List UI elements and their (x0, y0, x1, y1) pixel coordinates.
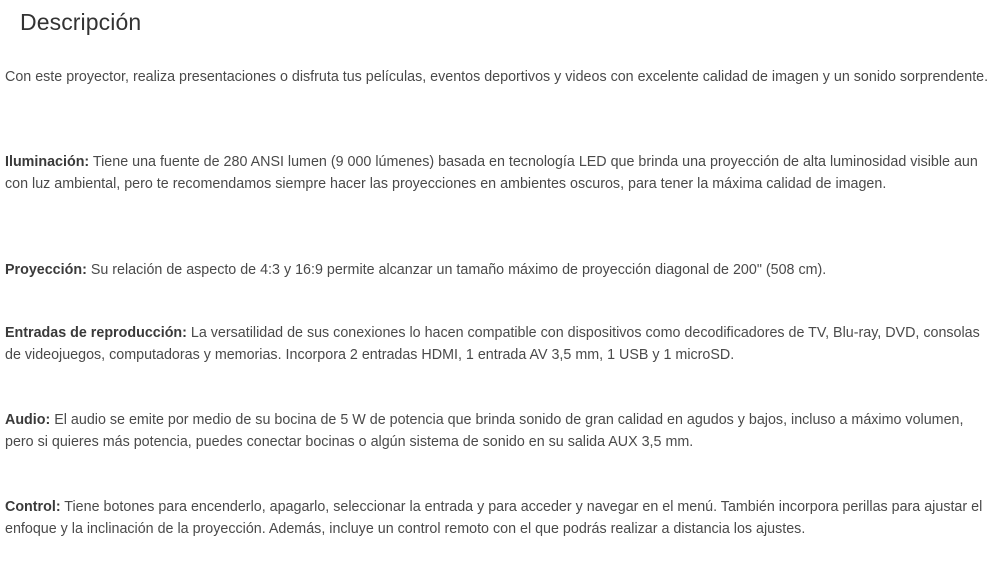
description-title: Descripción (20, 9, 142, 35)
description-intro: Con este proyector, realiza presentaciones o disfruta tus películas, eventos deportivos y videos con excelente calidad de imagen y un sonido sorprendente. (5, 69, 989, 85)
section-iluminacion-label: Iluminación: (5, 154, 90, 170)
section-audio-text: El audio se emite por medio de su bocina de 5 W de potencia que brinda sonido de gran calidad en agudos y bajos, incluso a máximo volumen, pero si quieres más potencia, puedes conectar bocinas o algún sistema de sonido en su salida AUX 3,5 mm. (5, 412, 964, 450)
section-control (5, 497, 990, 540)
section-audio (5, 410, 990, 453)
section-iluminacion (5, 152, 990, 195)
section-entradas (5, 323, 990, 366)
section-entradas-text: La versatilidad de sus conexiones lo hacen compatible con dispositivos como decodificadores de TV, Blu-ray, DVD, consolas de videojuegos, computadoras y memorias. Incorpora 2 entradas HDMI, 1 entrada AV 3,5 mm, 1 USB y 1 microSD. (5, 325, 980, 363)
section-control-label: Control: (5, 499, 61, 515)
section-proyeccion (5, 260, 990, 282)
section-entradas-label: Entradas de reproducción: (5, 325, 187, 341)
section-proyeccion-text: Su relación de aspecto de 4:3 y 16:9 permite alcanzar un tamaño máximo de proyección diagonal de 200" (508 cm). (86, 262, 827, 278)
section-audio-label: Audio: (5, 412, 51, 428)
section-iluminacion-text: Tiene una fuente de 280 ANSI lumen (9 000 lúmenes) basada en tecnología LED que brinda una proyección de alta luminosidad visible aun con luz ambiental, pero te recomendamos siempre hacer las proyecciones en ambientes oscuros, para tener la máxima calidad de imagen. (5, 154, 978, 192)
section-proyeccion-label: Proyección: (5, 262, 87, 278)
section-control-text: Tiene botones para encenderlo, apagarlo, seleccionar la entrada y para acceder y navegar en el menú. También incorpora perillas para ajustar el enfoque y la inclinación de la proyección. Además, incluye un control remoto con el que podrás realizar a distancia los ajustes. (5, 499, 983, 537)
